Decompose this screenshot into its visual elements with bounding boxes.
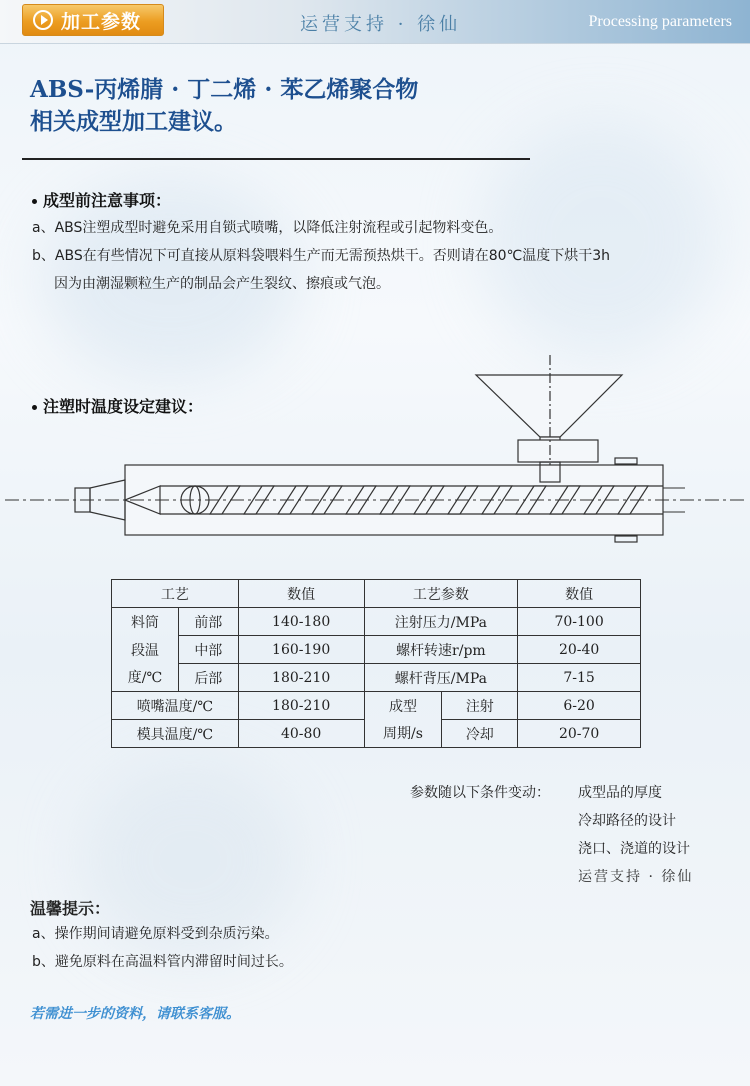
- table-cell: 注射压力/MPa: [364, 608, 518, 636]
- conditions-label: 参数随以下条件变动：: [410, 785, 550, 801]
- condition-item: 浇口、浇道的设计: [578, 841, 690, 857]
- table-cell: 70-100: [518, 608, 641, 636]
- table-row: [112, 720, 641, 748]
- condition-item: 冷却路径的设计: [578, 813, 676, 829]
- table-header: 工艺: [112, 580, 239, 608]
- table-cell: 中部: [178, 636, 238, 664]
- table-row: [112, 636, 641, 664]
- author-signature: 运营支持 · 徐仙: [578, 869, 694, 885]
- page-header: [0, 0, 750, 44]
- tips-heading: 温馨提示：: [30, 899, 111, 918]
- contact-note: 若需进一步的资料，请联系客服。: [30, 1006, 240, 1022]
- temperature-heading: 注塑时温度设定建议：: [32, 394, 203, 417]
- table-cell: 后部: [178, 664, 238, 692]
- table-cell: 180-210: [238, 664, 364, 692]
- table-row: [112, 608, 641, 636]
- bullet-icon: [32, 199, 37, 204]
- table-header: 工艺参数: [364, 580, 518, 608]
- table-cell: 段温: [112, 636, 179, 664]
- table-cell: 前部: [178, 608, 238, 636]
- table-cell: 140-180: [238, 608, 364, 636]
- table-cell: 注射: [442, 692, 518, 720]
- table-cell: 6-20: [518, 692, 641, 720]
- pre-molding-item: 因为由潮湿颗粒生产的制品会产生裂纹、擦痕或气泡。: [54, 276, 390, 292]
- condition-item: 成型品的厚度: [578, 785, 662, 801]
- table-cell: 180-210: [238, 692, 364, 720]
- table-row: [112, 692, 641, 720]
- table-cell: 喷嘴温度/℃: [112, 692, 239, 720]
- table-cell: 螺杆背压/MPa: [364, 664, 518, 692]
- table-cell: 冷却: [442, 720, 518, 748]
- header-subtitle: Processing parameters: [588, 13, 732, 30]
- table-header-row: [112, 580, 641, 608]
- tip-item: b、避免原料在高温料管内滞留时间过长。: [32, 954, 293, 970]
- table-cell: 螺杆转速r/pm: [364, 636, 518, 664]
- injection-screw-diagram: [0, 350, 750, 565]
- table-header: 数值: [518, 580, 641, 608]
- tip-item: a、操作期间请避免原料受到杂质污染。: [32, 926, 279, 942]
- processing-parameters-table: [111, 579, 641, 748]
- pre-molding-item: b、ABS在有些情况下可直接从原料袋喂料生产而无需预热烘干。否则请在80℃温度下烘干3h: [32, 248, 611, 264]
- pre-molding-heading: 成型前注意事项：: [32, 188, 171, 211]
- table-cell: 20-70: [518, 720, 641, 748]
- header-author: 运营支持 · 徐仙: [300, 14, 462, 35]
- table-header: 数值: [238, 580, 364, 608]
- table-cell: 成型: [364, 692, 442, 720]
- play-circle-icon: [33, 10, 53, 30]
- page-title: [30, 74, 418, 138]
- section-tab: [22, 4, 164, 36]
- pre-molding-item: a、ABS注塑成型时避免采用自锁式喷嘴，以降低注射流程或引起物料变色。: [32, 220, 503, 236]
- table-cell: 周期/s: [364, 720, 442, 748]
- title-line-1: ABS-丙烯腈 · 丁二烯 · 苯乙烯聚合物: [30, 76, 419, 103]
- table-row: [112, 664, 641, 692]
- table-cell: 160-190: [238, 636, 364, 664]
- table-cell: 模具温度/℃: [112, 720, 239, 748]
- background-decoration: [480, 120, 720, 360]
- table-cell: 7-15: [518, 664, 641, 692]
- table-cell: 20-40: [518, 636, 641, 664]
- table-cell: 料筒: [112, 608, 179, 636]
- title-line-2: 相关成型加工建议。: [30, 108, 237, 135]
- table-cell: 40-80: [238, 720, 364, 748]
- section-tab-label: 加工参数: [61, 10, 142, 33]
- table-cell: 度/℃: [112, 664, 179, 692]
- title-divider: [22, 158, 530, 160]
